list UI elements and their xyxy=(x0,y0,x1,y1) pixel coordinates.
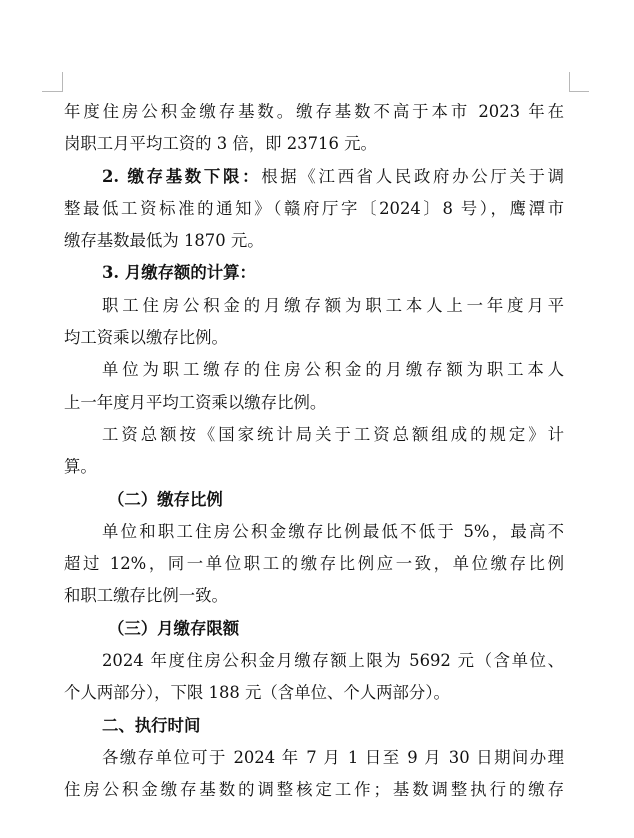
document-line xyxy=(64,96,564,128)
line-text: 和职工缴存比例一致。 xyxy=(64,586,228,606)
line-text: 个人两部分），下限 188 元（含单位、个人两部分）。 xyxy=(64,683,450,703)
line-text: 根据《江西省人民政府办公厅关于调 xyxy=(261,166,564,186)
document-line xyxy=(64,774,564,806)
document-line xyxy=(64,613,564,645)
document-line xyxy=(64,645,564,677)
page-corner-mark-top-left xyxy=(42,91,62,92)
line-text: 缴存基数最低为 1870 元。 xyxy=(64,231,264,251)
document-line xyxy=(64,387,564,419)
section-label: （二）缴存比例 xyxy=(108,489,223,509)
document-line xyxy=(64,710,564,742)
document-line xyxy=(64,580,564,612)
line-text: 超过 12%，同一单位职工的缴存比例应一致，单位缴存比例 xyxy=(64,554,564,574)
line-text: 2024 年度住房公积金月缴存额上限为 5692 元（含单位、 xyxy=(102,651,564,671)
document-line xyxy=(64,419,564,451)
section-label: 3. 月缴存额的计算： xyxy=(102,263,256,283)
section-label: 2. 缴存基数下限： xyxy=(102,166,262,186)
document-line xyxy=(64,161,564,193)
line-text: 均工资乘以缴存比例。 xyxy=(64,328,228,348)
section-label: （三）月缴存限额 xyxy=(108,618,240,638)
document-line xyxy=(64,354,564,386)
page-corner-mark-top-left xyxy=(62,72,63,92)
document-line xyxy=(64,128,564,160)
line-text: 年度住房公积金缴存基数。缴存基数不高于本市 2023 年在 xyxy=(64,102,564,121)
section-heading: 二、执行时间 xyxy=(102,715,201,735)
document-line xyxy=(64,516,564,548)
line-text: 整最低工资标准的通知》（赣府厅字〔2024〕8 号），鹰潭市 xyxy=(64,198,564,218)
document-line xyxy=(64,451,564,483)
line-text: 算。 xyxy=(64,457,97,477)
document-line xyxy=(64,742,564,774)
page-corner-mark-top-right xyxy=(569,91,589,92)
line-text: 各缴存单位可于 2024 年 7 月 1 日至 9 月 30 日期间办理 xyxy=(102,747,564,767)
line-text: 岗职工月平均工资的 3 倍，即 23716 元。 xyxy=(64,134,377,154)
document-line xyxy=(64,484,564,516)
line-text: 单位和职工住房公积金缴存比例最低不低于 5%，最高不 xyxy=(102,521,564,541)
line-text: 上一年度月平均工资乘以缴存比例。 xyxy=(64,392,327,412)
document-line xyxy=(64,548,564,580)
document-line xyxy=(64,322,564,354)
line-text: 职工住房公积金的月缴存额为职工本人上一年度月平 xyxy=(102,295,564,315)
document-line xyxy=(64,225,564,257)
page-corner-mark-top-right xyxy=(569,72,570,92)
document-body xyxy=(64,96,564,807)
line-text: 工资总额按《国家统计局关于工资总额组成的规定》计 xyxy=(102,424,564,444)
document-line xyxy=(64,677,564,709)
document-line xyxy=(64,290,564,322)
line-text: 住房公积金缴存基数的调整核定工作；基数调整执行的缴存 xyxy=(64,780,564,800)
line-text: 单位为职工缴存的住房公积金的月缴存额为职工本人 xyxy=(102,360,564,380)
document-line xyxy=(64,257,564,289)
document-line xyxy=(64,193,564,225)
